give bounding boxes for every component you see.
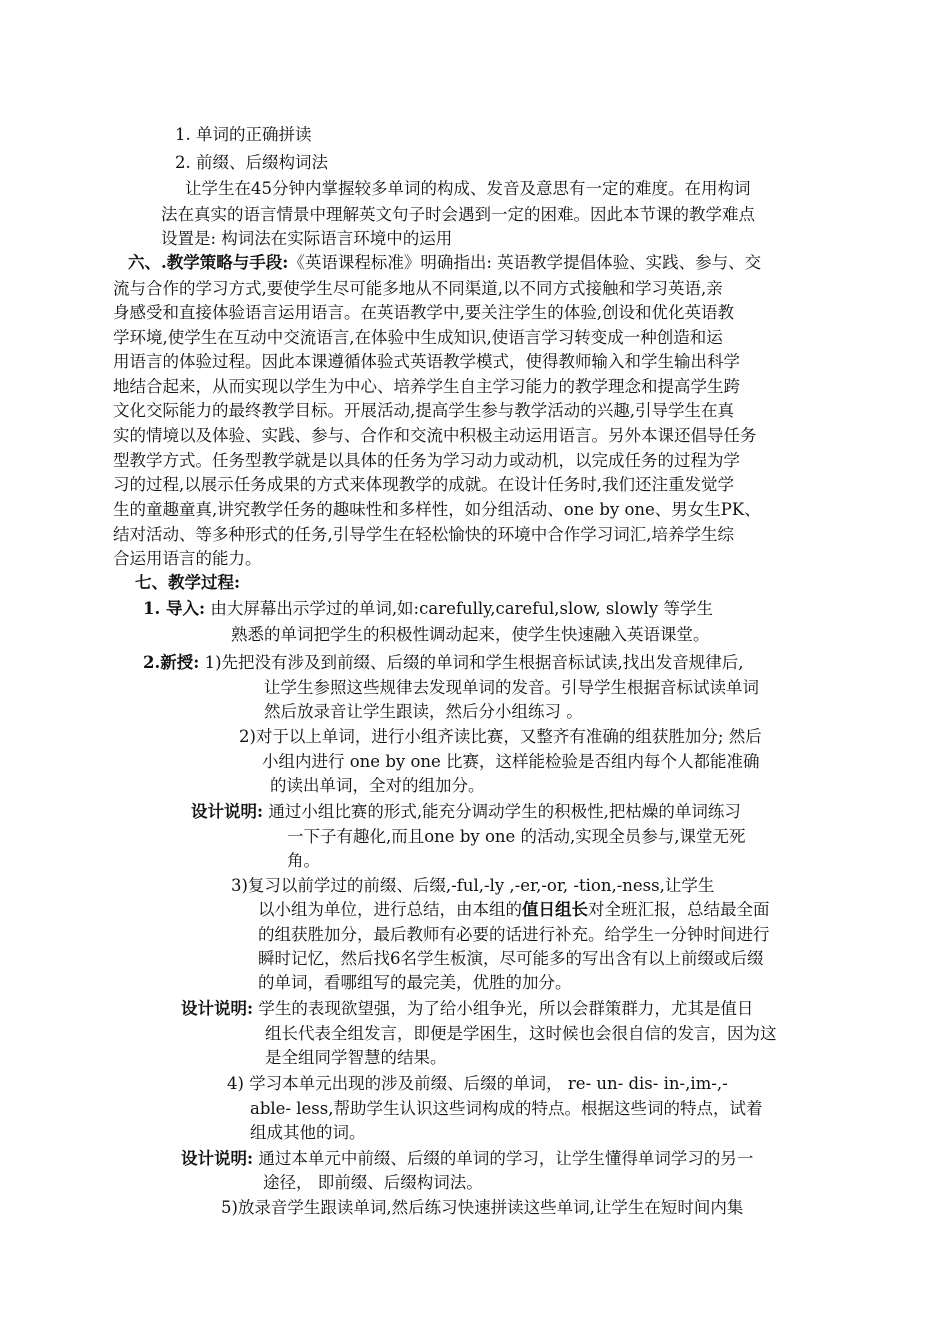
step3-line: 的单词，看哪组写的最完美，优胜的加分。 — [258, 973, 572, 992]
intro-label: 1. 导入: — [143, 599, 206, 618]
design-note-line: 通过小组比赛的形式,能充分调动学生的积极性,把枯燥的单词练习 — [268, 802, 741, 821]
newteach-label: 2.新授: — [143, 653, 200, 672]
design-note-label: 设计说明: — [191, 802, 264, 821]
difficulty-paragraph-line: 法在真实的语言情景中理解英文句子时会遇到一定的困难。因此本节课的教学难点 — [161, 205, 755, 224]
intro-line — [143, 598, 713, 620]
difficulty-paragraph-line: 让学生在45分钟内掌握较多单词的构成、发音及意思有一定的难度。在用构词 — [185, 179, 751, 198]
design-note-3 — [181, 1148, 753, 1170]
step4-line: able- less,帮助学生认识这些词构成的特点。根据这些词的特点，试着 — [250, 1099, 763, 1118]
design-note-line: 是全组同学智慧的结果。 — [265, 1048, 447, 1067]
step2-line: 的读出单词，全对的组加分。 — [270, 776, 485, 795]
strategy-line: 生的童趣童真,讲究教学任务的趣味性和多样性，如分组活动、one by one、男女生PK、 — [113, 500, 761, 519]
strategy-heading: 六、.教学策略与手段: — [128, 253, 289, 272]
strategy-line: 学环境,使学生在互动中交流语言,在体验中生成知识,使语言学习转变成一种创造和运 — [113, 328, 723, 347]
step3-line: 3)复习以前学过的前缀、后缀,-ful,-ly ,-er,-or, -tion,-ness,让学生 — [231, 876, 715, 895]
difficulty-item-2: 2. 前缀、后缀构词法 — [175, 153, 328, 172]
strategy-first-line — [128, 252, 761, 274]
strategy-line: 实的情境以及体验、实践、参与、合作和交流中积极主动运用语言。另外本课还倡导任务 — [113, 426, 757, 445]
strategy-line: 合运用语言的能力。 — [113, 549, 262, 568]
process-heading: 七、教学过程: — [135, 573, 241, 592]
intro-line-2: 熟悉的单词把学生的积极性调动起来，使学生快速融入英语课堂。 — [231, 625, 710, 644]
step3-line: 瞬时记忆，然后找6名学生板演，尽可能多的写出含有以上前缀或后缀 — [258, 949, 764, 968]
step4-line: 组成其他的词。 — [250, 1123, 366, 1142]
design-note-line: 组长代表全组发言，即便是学困生，这时候也会很自信的发言，因为这 — [265, 1024, 777, 1043]
design-note-2 — [181, 998, 753, 1020]
step3-line: 的组获胜加分，最后教师有必要的话进行补充。给学生一分钟时间进行 — [258, 925, 770, 944]
newteach-line — [143, 652, 744, 674]
strategy-line: 流与合作的学习方式,要使学生尽可能多地从不同渠道,以不同方式接触和学习英语,亲 — [113, 279, 723, 298]
difficulty-paragraph-line: 设置是: 构词法在实际语言环境中的运用 — [161, 229, 453, 248]
step1-line: 1)先把没有涉及到前缀、后缀的单词和学生根据音标试读,找出发音规律后, — [204, 653, 744, 672]
design-note-line: 途径， 即前缀、后缀构词法。 — [263, 1173, 483, 1192]
step4-line: 4) 学习本单元出现的涉及前缀、后缀的单词， re- un- dis- in-,im-,- — [227, 1074, 728, 1093]
strategy-line: 地结合起来，从而实现以学生为中心、培养学生自主学习能力的教学理念和提高学生跨 — [113, 377, 740, 396]
step5-line: 5)放录音学生跟读单词,然后练习快速拼读这些单词,让学生在短时间内集 — [221, 1198, 744, 1217]
step3-text: 对全班汇报，总结最全面 — [588, 900, 770, 919]
design-note-line: 学生的表现欲望强，为了给小组争光，所以会群策群力，尤其是值日 — [258, 999, 754, 1018]
strategy-line: 结对活动、等多种形式的任务,引导学生在轻松愉快的环境中合作学习词汇,培养学生综 — [113, 525, 734, 544]
step3-line-2 — [258, 899, 770, 921]
intro-text: 由大屏幕出示学过的单词,如:carefully,careful,slow, slowly 等学生 — [210, 599, 713, 618]
step2-line: 2)对于以上单词，进行小组齐读比赛，又整齐有准确的组获胜加分; 然后 — [239, 727, 762, 746]
design-note-line: 通过本单元中前缀、后缀的单词的学习，让学生懂得单词学习的另一 — [258, 1149, 754, 1168]
design-note-label: 设计说明: — [181, 999, 254, 1018]
design-note-1 — [191, 801, 741, 823]
design-note-line: 角。 — [287, 851, 320, 870]
duty-leader-text: 值日组长 — [522, 900, 588, 919]
strategy-line: 用语言的体验过程。因此本课遵循体验式英语教学模式，使得教师输入和学生输出科学 — [113, 352, 740, 371]
step3-text: 以小组为单位，进行总结，由本组的 — [258, 900, 522, 919]
step1-line: 然后放录音让学生跟读，然后分小组练习 。 — [264, 702, 583, 721]
difficulty-item-1: 1. 单词的正确拼读 — [175, 125, 312, 144]
design-note-label: 设计说明: — [181, 1149, 254, 1168]
strategy-line: 习的过程,以展示任务成果的方式来体现教学的成就。在设计任务时,我们还注重发觉学 — [113, 475, 734, 494]
strategy-line: 型教学方式。任务型教学就是以具体的任务为学习动力或动机，以完成任务的过程为学 — [113, 451, 740, 470]
strategy-line: 文化交际能力的最终教学目标。开展活动,提高学生参与教学活动的兴趣,引导学生在真 — [113, 401, 734, 420]
strategy-line: 《英语课程标准》明确指出: 英语教学提倡体验、实践、参与、交 — [288, 253, 762, 272]
step2-line: 小组内进行 one by one 比赛，这样能检验是否组内每个人都能准确 — [262, 752, 760, 771]
strategy-line: 身感受和直接体验语言运用语言。在英语教学中,要关注学生的体验,创设和优化英语教 — [113, 303, 734, 322]
design-note-line: 一下子有趣化,而且one by one 的活动,实现全员参与,课堂无死 — [287, 827, 746, 846]
step1-line: 让学生参照这些规律去发现单词的发音。引导学生根据音标试读单词 — [264, 678, 759, 697]
